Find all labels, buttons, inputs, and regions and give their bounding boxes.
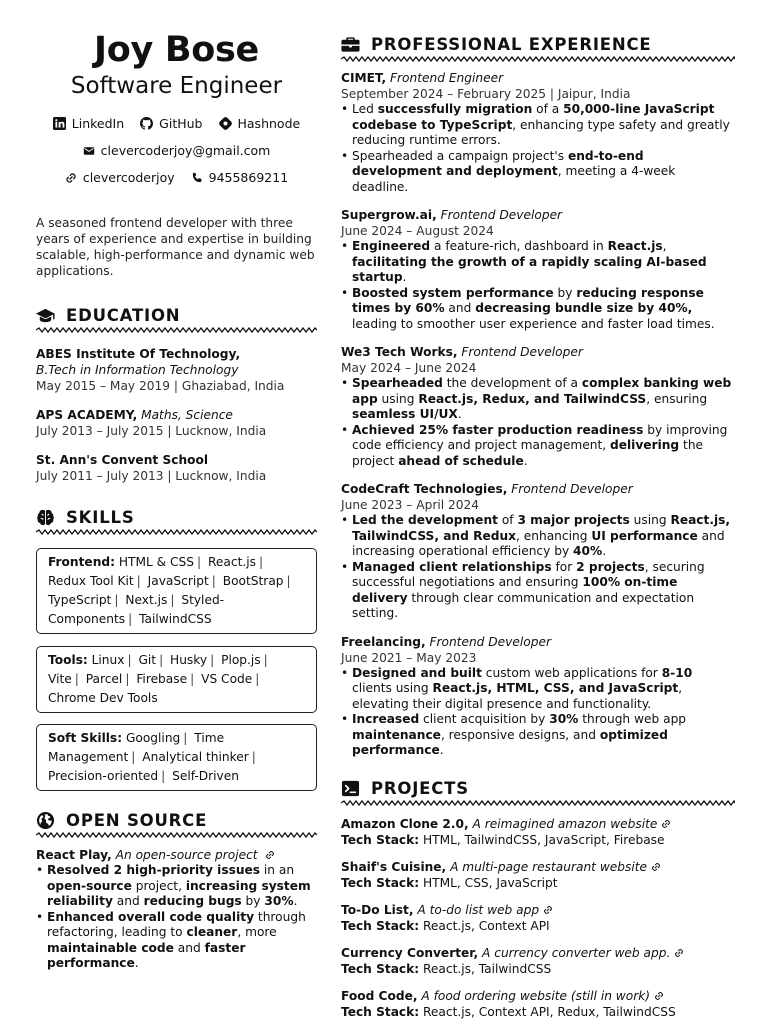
link-icon (65, 172, 77, 184)
job-role: Frontend Developer (440, 208, 563, 222)
bullet-emphasis: successfully migration (377, 102, 533, 116)
tech-stack: HTML, CSS, JavaScript (423, 875, 558, 890)
bullet-text: . (439, 743, 444, 757)
education-entry (36, 407, 317, 439)
email-address: clevercoderjoy@gmail.com (100, 143, 271, 158)
projects-heading (341, 779, 735, 798)
bullet-emphasis: faster performance (47, 940, 246, 970)
bullet-item (341, 712, 735, 759)
email-row (36, 143, 317, 158)
education-title: EDUCATION (66, 306, 181, 325)
tech-stack-label: Tech Stack: (341, 875, 420, 890)
bullet-emphasis: React.js, HTML, CSS, and JavaScript (432, 681, 679, 695)
bullet-text: , more (237, 925, 277, 939)
bullet-emphasis: Engineered (352, 239, 431, 253)
bullet-text: by (553, 285, 577, 300)
bullet-item (341, 423, 735, 470)
project-name: Shaif's Cuisine, (341, 859, 447, 874)
bullet-emphasis: Boosted system performance (352, 285, 554, 300)
bullet-emphasis: maintainable code (47, 940, 174, 955)
right-column (341, 35, 735, 1024)
bullet-item (36, 863, 317, 910)
skill-item: Redux Tool Kit (48, 574, 134, 588)
bullet-text: and increasing operational efficiency by (352, 528, 725, 558)
bullet-emphasis: open-source (47, 878, 132, 893)
website-link[interactable] (65, 170, 175, 185)
briefcase-icon (341, 35, 360, 54)
tech-stack: HTML, TailwindCSS, JavaScript, Firebase (423, 832, 665, 847)
bullet-emphasis: UI performance (591, 528, 698, 543)
link-icon[interactable] (674, 948, 684, 958)
phone-number: 9455869211 (208, 170, 289, 185)
projects-section (341, 779, 735, 1020)
experience-title: PROFESSIONAL EXPERIENCE (371, 35, 652, 54)
skill-item: BootStrap (222, 574, 284, 588)
job-entry (341, 70, 735, 195)
job-dates: June 2023 – April 2024 (341, 498, 480, 512)
tech-stack-label: Tech Stack: (341, 918, 420, 933)
project-entry (341, 902, 735, 934)
company-name: Supergrow.ai, (341, 208, 437, 222)
education-entry (36, 346, 317, 394)
bullet-text: and (173, 940, 205, 955)
job-entry (341, 634, 735, 759)
projects-title: PROJECTS (371, 778, 469, 798)
bullet-emphasis: 30% (264, 894, 294, 908)
hashnode-icon (219, 117, 232, 130)
school-name: ABES Institute Of Technology, (36, 347, 241, 361)
link-icon[interactable] (265, 850, 275, 860)
education-entry (36, 452, 317, 484)
email-icon (83, 145, 95, 157)
education-dates: July 2011 – July 2013 | Lucknow, India (36, 469, 267, 483)
bullet-text: clients using (352, 681, 433, 695)
bullet-text: the project (352, 438, 704, 468)
bullet-item (341, 102, 735, 149)
project-description: An open-source project (115, 848, 258, 862)
bullet-text: , enhancing type safety and greatly reducing runtime errors. (352, 117, 730, 147)
bullet-text: , securing successful negotiations and ensuring (352, 559, 705, 589)
profile-summary: A seasoned frontend developer with three years of experience and expertise in building scalable, high-performance and dynamic web applications. (36, 216, 315, 278)
section-divider (36, 529, 317, 535)
github-icon (140, 117, 153, 130)
bullet-emphasis: Achieved 25% faster production readiness (352, 422, 644, 437)
bullet-text: a feature-rich, dashboard in (430, 239, 608, 253)
project-entry (341, 816, 735, 848)
skill-item: VS Code (201, 672, 253, 686)
job-role: Frontend Engineer (390, 71, 504, 85)
school-name: APS ACADEMY, (36, 408, 138, 422)
globe-icon (36, 811, 55, 830)
bullet-text: of (497, 513, 518, 527)
bullet-item (341, 149, 735, 196)
phone-link[interactable] (191, 170, 289, 185)
contact-links-row (36, 116, 317, 131)
tech-stack-label: Tech Stack: (341, 1004, 420, 1019)
job-role: Frontend Developer (511, 482, 633, 496)
link-icon[interactable] (661, 819, 671, 829)
bullet-emphasis: Increased (352, 712, 420, 726)
github-label: GitHub (159, 116, 203, 131)
skills-heading (36, 508, 317, 527)
open-source-entry (36, 847, 317, 863)
bullet-emphasis: React.js, Redux, and TailwindCSS (418, 391, 647, 406)
bullet-text: . (134, 956, 139, 970)
bullet-text: , ensuring (646, 391, 708, 406)
company-name: CodeCraft Technologies, (341, 482, 508, 496)
skill-item: TypeScript (48, 593, 112, 607)
bullet-emphasis: Designed and built (352, 665, 482, 680)
skills-section (36, 508, 317, 791)
experience-heading (341, 35, 735, 54)
linkedin-icon (53, 117, 66, 130)
job-entry (341, 481, 735, 622)
job-dates: September 2024 – February 2025 | Jaipur, India (341, 87, 631, 101)
skill-item: Self-Driven (172, 769, 239, 783)
bullet-emphasis: reducing response times by 60% (352, 285, 704, 315)
section-divider (341, 56, 735, 62)
school-name: St. Ann's Convent School (36, 453, 209, 467)
bullet-emphasis: Managed client relationships (352, 559, 552, 574)
bullet-emphasis: Led the development (352, 513, 498, 527)
project-entry (341, 945, 735, 977)
bullet-item (341, 560, 735, 622)
link-icon[interactable] (543, 905, 553, 915)
bullet-item (341, 513, 735, 560)
linkedin-label: LinkedIn (71, 116, 125, 131)
link-icon[interactable] (651, 862, 661, 872)
skill-item: Time Management (48, 731, 225, 764)
frontend-label: Frontend: (48, 555, 115, 569)
candidate-role: Software Engineer (70, 73, 283, 99)
bullet-emphasis: reducing bugs (143, 894, 242, 908)
project-name: Food Code, (341, 988, 418, 1003)
skill-item: Googling (125, 731, 181, 745)
project-description: A food ordering website (still in work) (421, 988, 651, 1003)
bullet-text: for (551, 559, 577, 574)
bullet-text: in an (260, 863, 295, 877)
candidate-name: Joy Bose (94, 30, 259, 70)
bullet-text: through clear communication and expectation setting. (352, 590, 695, 620)
project-name: Amazon Clone 2.0, (341, 816, 469, 831)
bullet-text: , meeting a 4-week deadline. (352, 164, 676, 194)
skill-item: Styled-Components (48, 593, 225, 626)
job-bullets (341, 376, 735, 469)
bullet-text: . (523, 453, 528, 468)
skill-item: Next.js (125, 593, 168, 607)
open-source-bullets (36, 863, 317, 972)
project-name: Currency Converter, (341, 945, 479, 960)
skills-title: SKILLS (66, 508, 135, 527)
bullet-emphasis: 3 major projects (517, 513, 630, 527)
bullet-text: by (241, 894, 265, 908)
job-dates: June 2024 – August 2024 (341, 224, 494, 238)
tech-stack: React.js, TailwindCSS (423, 961, 552, 976)
bullet-text: . (602, 544, 607, 558)
job-entry (341, 344, 735, 469)
terminal-icon (341, 779, 360, 798)
job-bullets (341, 239, 735, 332)
bullet-text: . (293, 894, 298, 908)
handle-phone-row (36, 170, 317, 185)
bullet-emphasis: 8-10 (661, 665, 693, 680)
education-heading (36, 306, 317, 325)
bullet-text: , responsive designs, and (440, 727, 600, 742)
hashnode-label: Hashnode (237, 116, 301, 131)
skill-item: Precision-oriented (48, 769, 159, 783)
bullet-emphasis: ahead of schedule (398, 453, 524, 468)
project-entry (341, 988, 735, 1020)
graduation-cap-icon (36, 306, 55, 325)
bullet-text: and (112, 894, 144, 908)
bullet-emphasis: facilitating the growth of a rapidly scaling AI-based startup (352, 254, 707, 284)
section-divider (36, 832, 317, 838)
open-source-title: OPEN SOURCE (66, 811, 208, 830)
bullet-emphasis: 50,000-line JavaScript codebase to TypeScript (352, 102, 715, 132)
education-dates: May 2015 – May 2019 | Ghaziabad, India (36, 379, 285, 393)
section-divider (341, 800, 735, 806)
bullet-emphasis: Enhanced overall code quality (47, 909, 255, 924)
bullet-emphasis: increasing system reliability (47, 878, 311, 908)
bullet-text: using (629, 513, 671, 527)
project-description: A currency converter web app. (482, 945, 671, 960)
project-entry (341, 859, 735, 891)
bullet-text: leading to smoother user experience and faster load times. (352, 316, 715, 331)
github-link[interactable] (140, 116, 202, 131)
company-name: We3 Tech Works, (341, 345, 458, 359)
education-section (36, 306, 317, 484)
bullet-emphasis: 40% (573, 544, 603, 558)
skill-item: TailwindCSS (139, 612, 212, 626)
skill-item: Plop.js (221, 653, 261, 667)
open-source-heading (36, 811, 317, 830)
hashnode-link[interactable] (219, 116, 301, 131)
bullet-text: . (402, 270, 407, 284)
skill-item: Firebase (136, 672, 188, 686)
skill-item: HTML & CSS (118, 555, 195, 569)
bullet-emphasis: decreasing bundle size by 40%, (475, 301, 693, 315)
skill-item: JavaScript (147, 574, 209, 588)
section-divider (36, 327, 317, 333)
bullet-text: client acquisition by (419, 712, 550, 726)
project-description: A multi-page restaurant website (450, 859, 648, 874)
bullet-item (341, 286, 735, 333)
study-detail: Maths, Science (141, 408, 233, 422)
bullet-emphasis: maintenance (352, 727, 441, 742)
frontend-skills-box: Frontend: HTML & CSS | React.js | Redux Tool Kit | JavaScript | BootStrap | TypeScript | Next.js | Styled-Components | TailwindCSS (36, 548, 317, 634)
job-bullets (341, 513, 735, 622)
project-description: A reimagined amazon website (472, 816, 658, 831)
website-handle: clevercoderjoy (82, 170, 175, 185)
degree-detail: B.Tech in Information Technology (36, 363, 239, 377)
bullet-emphasis: complex banking web app (352, 376, 732, 406)
bullet-text: and (444, 301, 476, 315)
bullet-emphasis: 100% on-time delivery (352, 575, 678, 605)
job-role: Frontend Developer (429, 634, 551, 649)
bullet-text: custom web applications for (481, 665, 662, 680)
bullet-text: through refactoring, leading to (47, 909, 306, 939)
bullet-text: Led (352, 102, 378, 116)
bullet-text: , elevating their digital presence and functionality. (352, 681, 683, 711)
bullet-item (341, 666, 735, 713)
job-dates: May 2024 – June 2024 (341, 361, 477, 375)
project-name: React Play, (36, 848, 112, 862)
skill-item: Husky (170, 653, 208, 667)
email-link[interactable] (83, 143, 271, 158)
bullet-emphasis: 30% (549, 712, 579, 726)
bullet-emphasis: seamless UI/UX (352, 407, 458, 421)
tech-stack-label: Tech Stack: (341, 961, 420, 976)
bullet-emphasis: end-to-end development and deployment (352, 148, 644, 178)
job-dates: June 2021 – May 2023 (341, 650, 477, 665)
phone-icon (191, 172, 203, 184)
skill-item: Chrome Dev Tools (48, 691, 158, 705)
soft-skills-label: Soft Skills: (48, 731, 123, 745)
bullet-emphasis: 2 projects (576, 559, 645, 574)
project-description: A to-do list web app (417, 902, 540, 917)
bullet-emphasis: delivering (610, 438, 680, 452)
link-icon[interactable] (654, 991, 664, 1001)
education-dates: July 2013 – July 2015 | Lucknow, India (36, 424, 267, 438)
tech-stack-label: Tech Stack: (341, 832, 420, 847)
bullet-text: . (457, 407, 462, 421)
tech-stack: React.js, Context API (423, 918, 550, 933)
job-bullets (341, 102, 735, 195)
bullet-text: , enhancing (516, 528, 592, 543)
bullet-text: by improving code efficiency and project management, (352, 422, 728, 452)
bullet-emphasis: cleaner (186, 925, 238, 939)
project-name: To-Do List, (341, 902, 414, 917)
job-bullets (341, 666, 735, 759)
bullet-emphasis: Spearheaded (352, 376, 443, 390)
soft-skills-box: Soft Skills: Googling | Time Management | Analytical thinker | Precision-oriented | Self-Driven (36, 724, 317, 791)
bullet-text: project, (131, 878, 186, 893)
skill-item: React.js (208, 555, 256, 569)
bullet-item (341, 239, 735, 286)
tools-label: Tools: (48, 653, 88, 667)
open-source-section (36, 811, 317, 972)
bullet-item (36, 910, 317, 972)
bullet-emphasis: Resolved 2 high-priority issues (47, 863, 261, 877)
bullet-text: through web app (578, 712, 687, 726)
skill-item: Analytical thinker (142, 750, 249, 764)
bullet-text: the development of a (442, 376, 582, 390)
left-column (36, 30, 317, 972)
skill-item: Git (138, 653, 157, 667)
company-name: Freelancing, (341, 634, 426, 649)
bullet-emphasis: optimized performance (352, 727, 668, 757)
bullet-item (341, 376, 735, 423)
job-entry (341, 207, 735, 332)
bullet-text: Spearheaded a campaign project's (352, 148, 568, 163)
bullet-text: , (662, 239, 667, 253)
bullet-text: using (377, 391, 419, 406)
skill-item: Vite (48, 672, 72, 686)
skill-item: Linux (91, 653, 125, 667)
bullet-emphasis: React.js (607, 239, 663, 253)
skill-item: Parcel (85, 672, 123, 686)
tools-skills-box: Tools: Linux | Git | Husky | Plop.js | Vite | Parcel | Firebase | VS Code | Chrome Dev Tools (36, 646, 317, 713)
bullet-text: of a (532, 102, 564, 116)
brain-icon (36, 508, 55, 527)
tech-stack: React.js, Context API, Redux, TailwindCSS (423, 1004, 676, 1019)
linkedin-link[interactable] (53, 116, 124, 131)
company-name: CIMET, (341, 71, 387, 85)
job-role: Frontend Developer (461, 345, 583, 359)
bullet-emphasis: React.js, TailwindCSS, and Redux (352, 513, 731, 543)
